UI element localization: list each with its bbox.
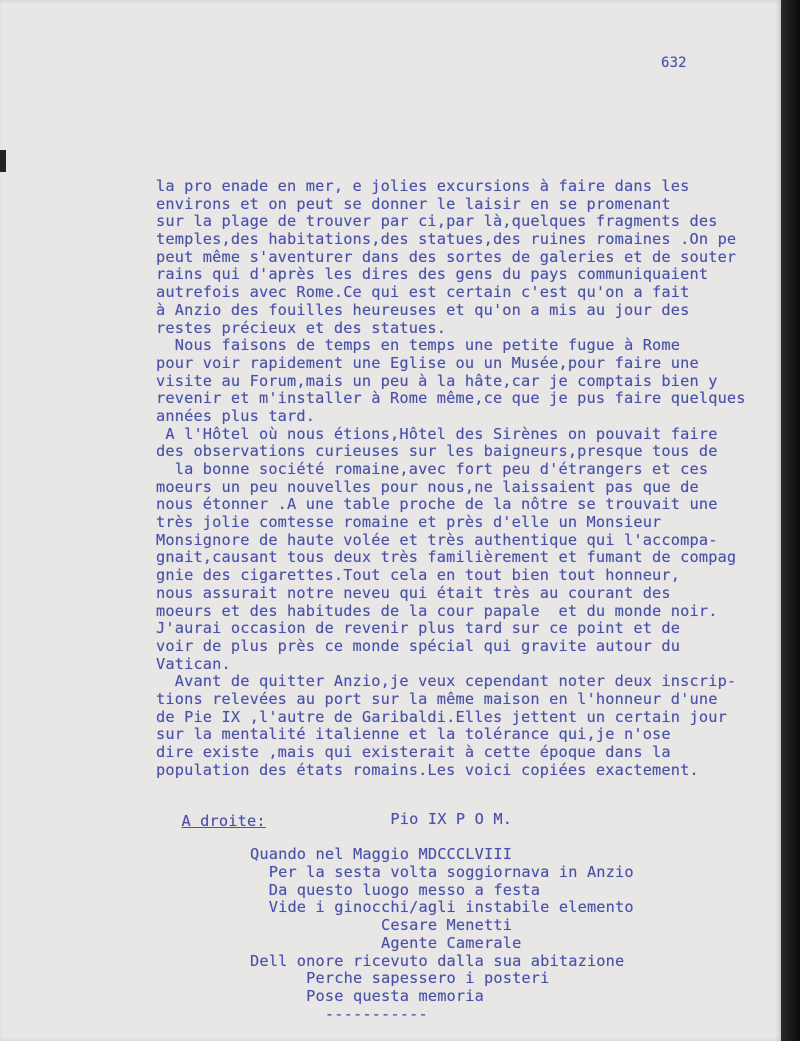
text-line: moeurs un peu nouvelles pour nous,ne laissaient pas que de bbox=[156, 477, 699, 496]
page-number: 632 bbox=[661, 55, 687, 71]
text-line: nous étonner .A une table proche de la nôtre se trouvait une bbox=[156, 495, 718, 514]
scan-edge bbox=[781, 0, 800, 1041]
text-line: Avant de quitter Anzio,je veux cependant noter deux inscrip- bbox=[156, 672, 737, 691]
text-line: des observations curieuses sur les baigneurs,presque tous de bbox=[156, 442, 718, 461]
text-line: très jolie comtesse romaine et près d'elle un Monsieur bbox=[156, 513, 662, 532]
section-label bbox=[144, 795, 266, 848]
binding-mark bbox=[0, 150, 6, 172]
text-line: de Pie IX ,l'autre de Garibaldi.Elles jettent un certain jour bbox=[156, 707, 727, 726]
section-label-text: A droite: bbox=[181, 811, 266, 830]
inscription-line: Quando nel Maggio MDCCCLVIII bbox=[250, 845, 513, 864]
inscription-line: Per la sesta volta soggiornava in Anzio bbox=[250, 863, 634, 882]
text-line: restes précieux et des statues. bbox=[156, 318, 447, 337]
text-line: voir de plus près ce monde spécial qui gravite autour du bbox=[156, 636, 681, 655]
inscription-line: Pio IX P O M. bbox=[250, 810, 513, 828]
text-line: Vatican. bbox=[156, 654, 231, 673]
text-line: autrefois avec Rome.Ce qui est certain c'est qu'on a fait bbox=[156, 283, 690, 302]
text-line: peut même s'aventurer dans des sortes de galeries et de souter bbox=[156, 247, 737, 266]
text-line: rains qui d'après les dires des gens du pays communiquaient bbox=[156, 265, 709, 284]
text-line: la bonne société romaine,avec fort peu d'étrangers et ces bbox=[156, 460, 709, 478]
inscription-line: Agente Camerale bbox=[250, 933, 522, 952]
text-line: population des états romains.Les voici copiées exactement. bbox=[156, 760, 699, 779]
inscription-line: Da questo luogo messo a festa bbox=[250, 880, 541, 899]
text-line: pour voir rapidement une Eglise ou un Musée,pour faire une bbox=[156, 353, 699, 372]
body-text bbox=[156, 178, 746, 779]
text-line: environs et on peut se donner le laisir en se promenant bbox=[156, 194, 671, 213]
inscription-block bbox=[250, 811, 634, 1023]
inscription-line: Pose questa memoria bbox=[250, 986, 484, 1005]
inscription-line: Perche sapessero i posteri bbox=[250, 969, 550, 988]
text-line: A l'Hôtel où nous étions,Hôtel des Sirènes on pouvait faire bbox=[156, 424, 718, 443]
inscription-line: ----------- bbox=[250, 1004, 428, 1023]
text-line: sur la mentalité italienne et la tolérance qui,je n'ose bbox=[156, 725, 671, 744]
text-line: Monsignore de haute volée et très authentique qui l'accompa- bbox=[156, 530, 718, 549]
text-line: gnait,causant tous deux très familièrement et fumant de compag bbox=[156, 548, 737, 567]
text-line: années plus tard. bbox=[156, 406, 316, 425]
text-line: la pro enade en mer, e jolies excursions à faire dans les bbox=[156, 177, 690, 195]
text-line: sur la plage de trouver par ci,par là,quelques fragments des bbox=[156, 212, 718, 231]
text-line: J'aurai occasion de revenir plus tard sur ce point et de bbox=[156, 619, 681, 638]
inscription-line bbox=[250, 829, 634, 847]
text-line: temples,des habitations,des statues,des ruines romaines .On pe bbox=[156, 230, 737, 249]
text-line: à Anzio des fouilles heureuses et qu'on a mis au jour des bbox=[156, 300, 690, 319]
text-line: dire existe ,mais qui existerait à cette époque dans la bbox=[156, 743, 671, 761]
text-line: moeurs et des habitudes de la cour papale et du monde noir. bbox=[156, 601, 718, 620]
text-line: Nous faisons de temps en temps une petite fugue à Rome bbox=[156, 336, 681, 355]
text-line: revenir et m'installer à Rome même,ce que je pus faire quelques bbox=[156, 389, 746, 408]
text-line: gnie des cigarettes.Tout cela en tout bien tout honneur, bbox=[156, 566, 681, 585]
text-line: nous assurait notre neveu qui était très au courant des bbox=[156, 583, 671, 602]
inscription-line: Vide i ginocchi/agli instabile elemento bbox=[250, 898, 634, 917]
text-line: visite au Forum,mais un peu à la hâte,car je comptais bien y bbox=[156, 371, 718, 390]
inscription-line: Cesare Menetti bbox=[250, 916, 513, 935]
inscription-line: Dell onore ricevuto dalla sua abitazione bbox=[250, 951, 625, 970]
text-line: tions relevées au port sur la même maison en l'honneur d'une bbox=[156, 689, 718, 708]
